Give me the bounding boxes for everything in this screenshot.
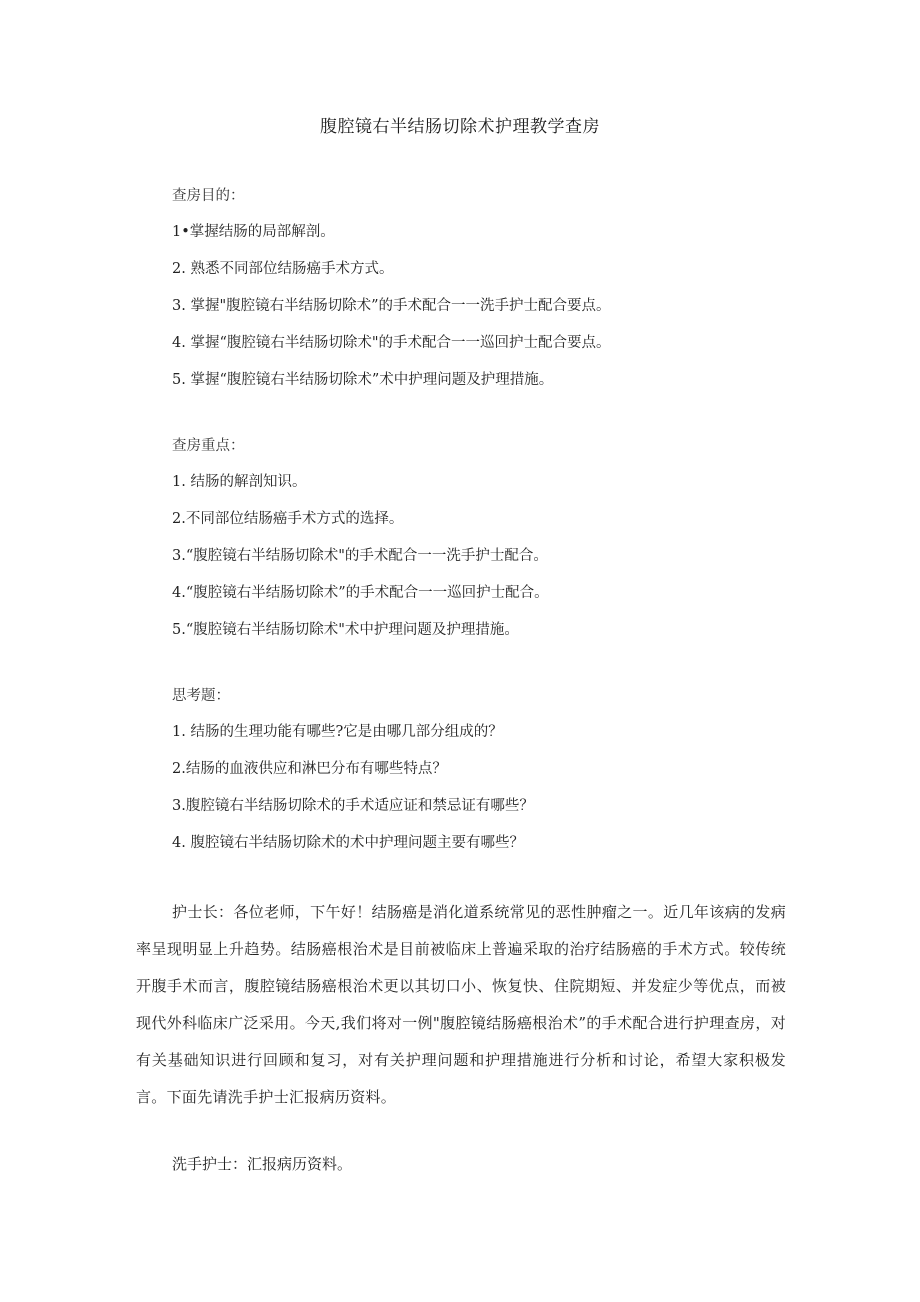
head-nurse-paragraph: 护士长：各位老师，下午好！结肠癌是消化道系统常见的恶性肿瘤之一。近几年该病的发病率呈现明显上升趋势。结肠癌根治术是目前被临床上普遍采取的治疗结肠癌的手术方式。较传统开腹手术而言，腹腔镜结肠癌根治术更以其切口小、恢复快、住院期短、并发症少等优点，而被现代外科临床广泛采用。今天,我们将对一例"腹腔镜结肠癌根治术”的手术配合进行护理查房，对有关基础知识进行回顾和复习，对有关护理问题和护理措施进行分析和讨论，希望大家积极发言。下面先请洗手护士汇报病历资料。 bbox=[136, 903, 786, 1106]
objectives-heading: 查房目的： bbox=[172, 188, 245, 204]
document-title: 腹腔镜右半结肠切除术护理教学查房 bbox=[320, 117, 600, 137]
keypoints-section bbox=[172, 428, 812, 649]
keypoint-item: 4.“腹腔镜右半结肠切除术”的手术配合一一巡回护士配合。 bbox=[172, 585, 549, 601]
question-item: 1. 结肠的生理功能有哪些?它是由哪几部分组成的？ bbox=[172, 724, 503, 740]
keypoints-heading: 查房重点： bbox=[172, 438, 245, 454]
question-item: 2.结肠的血液供应和淋巴分布有哪些特点？ bbox=[172, 761, 447, 777]
objective-item: 4. 掌握“腹腔镜右半结肠切除术"的手术配合一一巡回护士配合要点。 bbox=[172, 335, 611, 351]
objective-item: 3. 掌握"腹腔镜右半结肠切除术”的手术配合一一洗手护士配合要点。 bbox=[172, 298, 611, 314]
question-item: 4. 腹腔镜右半结肠切除术的术中护理问题主要有哪些？ bbox=[172, 835, 524, 851]
questions-heading: 思考题： bbox=[172, 688, 230, 704]
objective-item: 2. 熟悉不同部位结肠癌手术方式。 bbox=[172, 261, 394, 277]
questions-section bbox=[172, 678, 812, 862]
objective-item: 1•掌握结肠的局部解剖。 bbox=[172, 224, 335, 240]
scrub-nurse-line: 洗手护士：汇报病历资料。 bbox=[172, 1155, 353, 1173]
keypoint-item: 1. 结肠的解剖知识。 bbox=[172, 474, 307, 490]
question-item: 3.腹腔镜右半结肠切除术的手术适应证和禁忌证有哪些？ bbox=[172, 798, 534, 814]
objective-item: 5. 掌握“腹腔镜右半结肠切除术”术中护理问题及护理措施。 bbox=[172, 372, 554, 388]
keypoint-item: 5.“腹腔镜右半结肠切除术"术中护理问题及护理措施。 bbox=[172, 622, 519, 638]
keypoint-item: 2.不同部位结肠癌手术方式的选择。 bbox=[172, 511, 404, 527]
keypoint-item: 3.“腹腔镜右半结肠切除术"的手术配合一一洗手护士配合。 bbox=[172, 548, 548, 564]
objectives-section bbox=[172, 178, 812, 399]
